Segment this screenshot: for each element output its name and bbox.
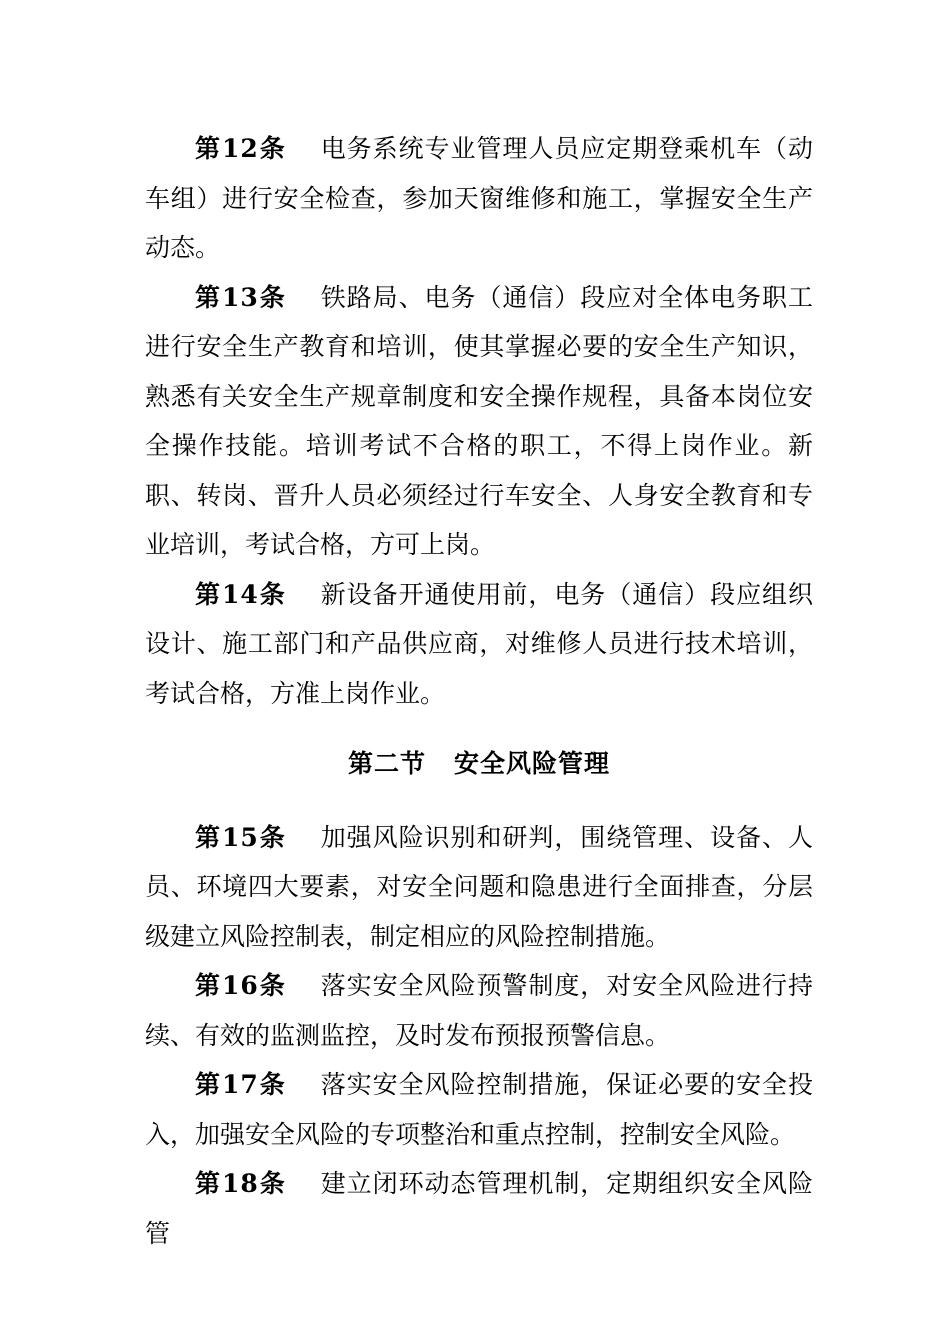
- article-label: 第13条: [195, 282, 287, 312]
- article-text: 建立闭环动态管理机制，定期组织安全风险管: [145, 1169, 813, 1248]
- document-body: [145, 124, 813, 1258]
- article-18: [145, 1159, 813, 1258]
- article-text: 新设备开通使用前，电务（通信）段应组织设计、施工部门和产品供应商，对维修人员进行技术培训，考试合格，方准上岗作业。: [145, 579, 813, 708]
- article-text: 落实安全风险控制措施，保证必要的安全投入，加强安全风险的专项整治和重点控制，控制安全风险。: [145, 1070, 813, 1149]
- article-label: 第18条: [195, 1169, 287, 1198]
- article-text: 铁路局、电务（通信）段应对全体电务职工进行安全生产教育和培训，使其掌握必要的安全生产知识，熟悉有关安全生产规章制度和安全操作规程，具备本岗位安全操作技能。培训考试不合格的职工，不得上岗作业。新职、转岗、晋升人员必须经过行车安全、人身安全教育和专业培训，考试合格，方可上岗。: [145, 282, 813, 559]
- section-number: 第二节: [347, 749, 426, 778]
- article-text: 落实安全风险预警制度，对安全风险进行持续、有效的监测监控，及时发布预报预警信息。: [145, 971, 813, 1050]
- article-label: 第16条: [195, 971, 287, 1000]
- article-label: 第15条: [195, 822, 287, 852]
- article-14: [145, 570, 813, 719]
- article-15: [145, 813, 813, 962]
- article-13: [145, 273, 813, 570]
- article-text: 电务系统专业管理人员应定期登乘机车（动车组）进行安全检查，参加天窗维修和施工，掌握安全生产动态。: [145, 134, 813, 262]
- article-17: [145, 1060, 813, 1159]
- article-text: 加强风险识别和研判，围绕管理、设备、人员、环境四大要素，对安全问题和隐患进行全面排查，分层级建立风险控制表，制定相应的风险控制措施。: [145, 822, 813, 951]
- article-label: 第12条: [195, 134, 287, 163]
- article-label: 第17条: [195, 1070, 287, 1099]
- section-title: 安全风险管理: [454, 749, 611, 778]
- section-heading: [145, 739, 813, 789]
- article-12: [145, 124, 813, 273]
- article-16: [145, 961, 813, 1060]
- article-label: 第14条: [195, 579, 287, 609]
